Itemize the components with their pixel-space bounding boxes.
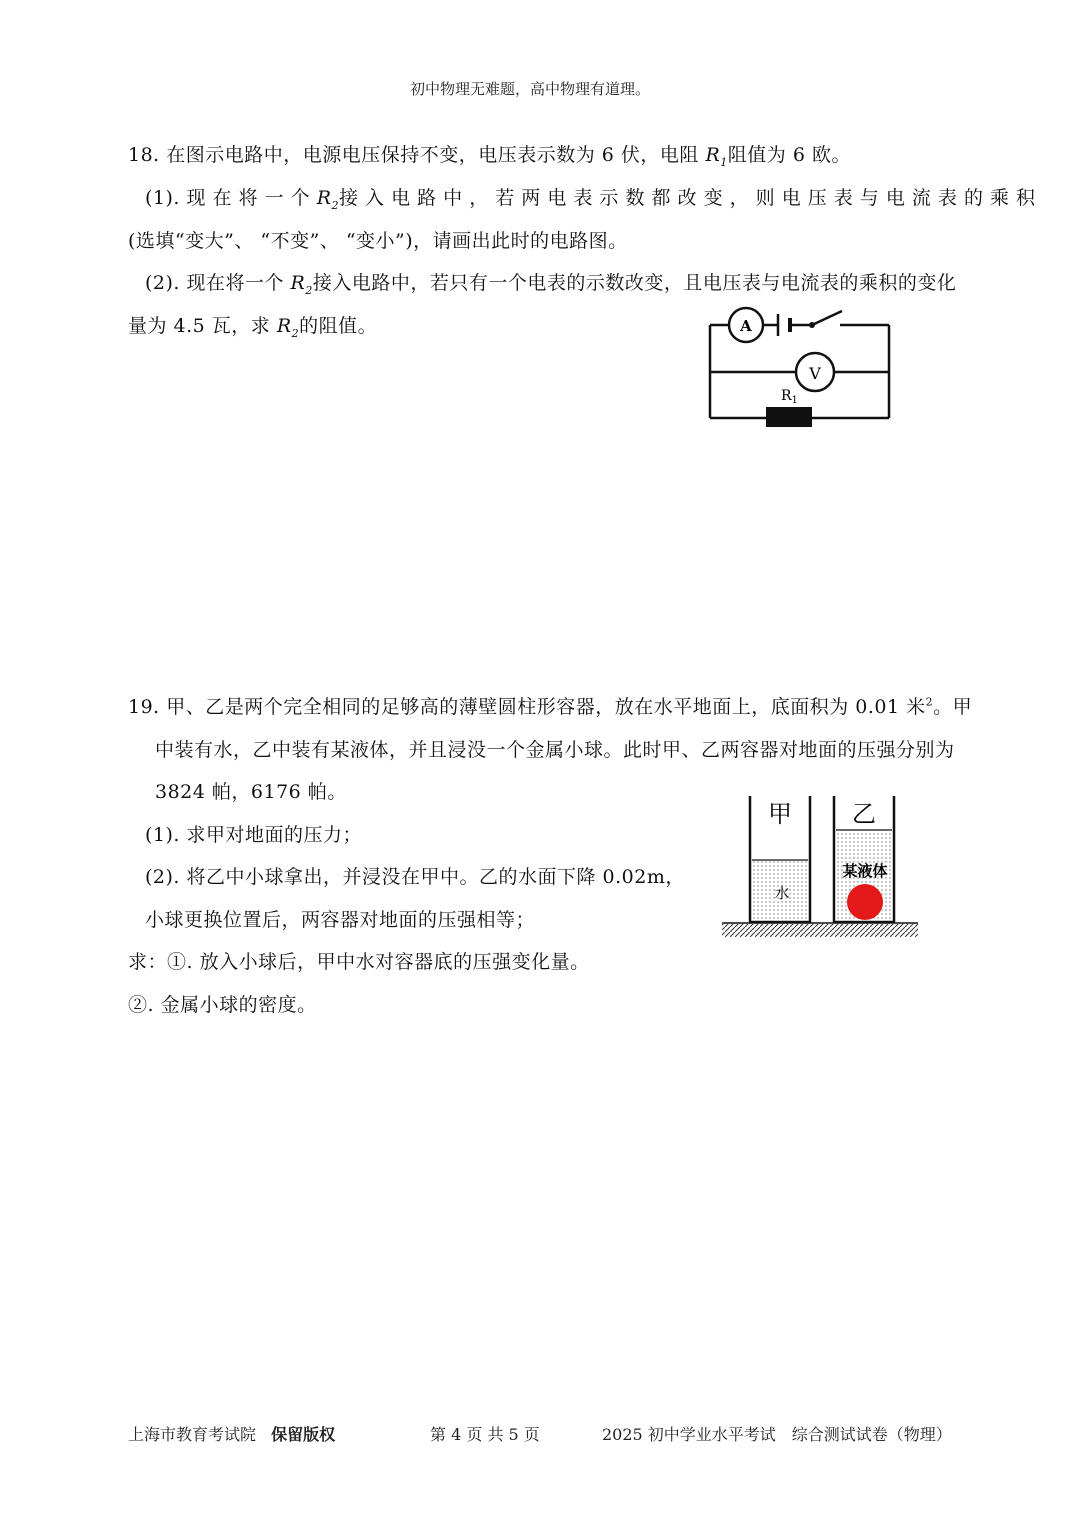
label-jia: 甲	[768, 800, 792, 828]
label-yi: 乙	[852, 800, 876, 828]
resistor-r1	[766, 407, 812, 427]
q18-stem	[128, 140, 851, 169]
q18-r2-subscript-2: 2	[305, 283, 313, 297]
voltmeter-label: V	[809, 364, 821, 383]
q18-part2-text-d: 的阻值。	[299, 315, 378, 337]
q18-stem-text-b: 阻值为 6 欧。	[727, 144, 851, 166]
label-liquid: 某液体	[842, 862, 888, 880]
q18-r2-subscript-3: 2	[291, 326, 300, 340]
footer-rights: 保留版权	[271, 1425, 336, 1444]
q18-r2-symbol: R	[316, 187, 332, 209]
q18-part2-text-b: 接入电路中，若只有一个电表的示数改变，且电压表与电流表的乘积的变化	[312, 272, 957, 294]
q18-r2-subscript: 2	[331, 198, 340, 212]
footer-org	[128, 1422, 335, 1445]
q19-line1	[128, 692, 972, 719]
q18-stem-text-a: 18. 在图示电路中，电源电压保持不变，电压表示数为 6 伏，电阻	[128, 144, 706, 166]
resistor-label: $R_1$	[781, 388, 798, 406]
q18-r1-subscript: 1	[720, 155, 728, 169]
metal-ball	[847, 884, 883, 920]
q19-ask-2: ②. 金属小球的密度。	[128, 994, 317, 1016]
q18-r2-symbol-3: R	[276, 315, 292, 337]
q19-part2-line1: (2). 将乙中小球拿出，并浸没在甲中。乙的水面下降 0.02m，	[145, 866, 685, 888]
ammeter-label: A	[740, 317, 752, 335]
footer-org-name: 上海市教育考试院	[128, 1425, 257, 1444]
q18-r1-symbol: R	[705, 144, 721, 166]
q18-part2-line1	[145, 268, 956, 297]
containers-figure	[720, 792, 922, 942]
page-header-motto: 初中物理无难题，高中物理有道理。	[410, 80, 651, 98]
q18-part1-text-a: (1). 现 在 将 一 个	[145, 187, 317, 209]
q18-part1-line1	[145, 183, 1036, 212]
footer-exam-title: 2025 初中学业水平考试 综合测试试卷（物理）	[602, 1425, 952, 1444]
footer-page-number: 第 4 页 共 5 页	[430, 1425, 540, 1444]
q19-part1: (1). 求甲对地面的压力；	[145, 824, 362, 846]
q19-line2: 中装有水，乙中装有某液体，并且浸没一个金属小球。此时甲、乙两容器对地面的压强分别为	[155, 739, 955, 761]
circuit-diagram	[700, 300, 900, 430]
q18-r2-symbol-2: R	[290, 272, 306, 294]
q19-part2-line2: 小球更换位置后，两容器对地面的压强相等；	[145, 909, 536, 931]
q18-part1-line2: (选填“变大”、 “不变”、 “变小”)，请画出此时的电路图。	[128, 230, 628, 252]
q19-line3: 3824 帕，6176 帕。	[155, 781, 347, 803]
q18-part2-text-a: (2). 现在将一个	[145, 272, 291, 294]
q19-line1-text-b: 。甲	[933, 696, 973, 718]
ground-hatch	[722, 924, 918, 937]
q18-part2-text-c: 量为 4.5 瓦，求	[128, 315, 277, 337]
q19-ask-1: 求：①. 放入小球后，甲中水对容器底的压强变化量。	[128, 951, 590, 973]
q19-line1-superscript: 2	[925, 695, 934, 709]
q18-part1-text-b: 接 入 电 路 中 ， 若 两 电 表 示 数 都 改 变 ， 则 电 压 表 与 电 流 表 的 乘 积	[339, 187, 1036, 209]
switch-pivot	[809, 322, 815, 328]
q18-part2-line2	[128, 311, 377, 340]
label-water: 水	[774, 884, 790, 902]
q19-line1-text-a: 19. 甲、乙是两个完全相同的足够高的薄壁圆柱形容器，放在水平地面上，底面积为 0.01 米	[128, 696, 926, 718]
